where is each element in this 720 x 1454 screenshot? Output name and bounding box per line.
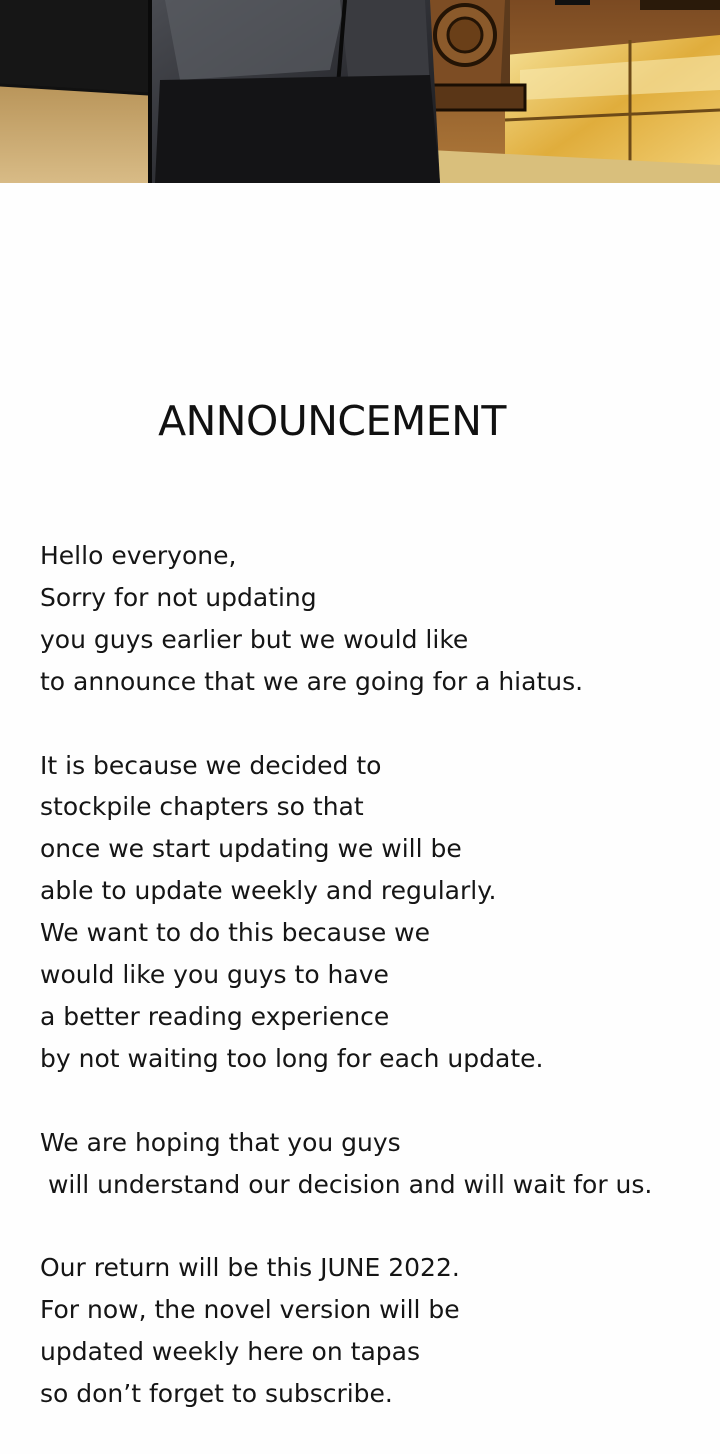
- announcement-title: ANNOUNCEMENT: [158, 397, 506, 445]
- text-line: you guys earlier but we would like: [40, 624, 469, 654]
- text-line: once we start updating we will be: [40, 834, 462, 864]
- text-line: For now, the novel version will be: [40, 1295, 460, 1325]
- paragraph-return: [40, 1247, 710, 1415]
- text-line: We want to do this because we: [40, 918, 431, 948]
- announcement-body: [40, 535, 710, 1415]
- paragraph-reason: [40, 745, 710, 1080]
- text-line: so don’t forget to subscribe.: [40, 1379, 393, 1409]
- text-line: It is because we decided to: [40, 750, 382, 780]
- comic-panel-image: [0, 0, 720, 183]
- paragraph-greeting: [40, 535, 710, 703]
- paragraph-hope: [40, 1122, 710, 1206]
- text-line: stockpile chapters so that: [40, 792, 364, 822]
- text-line: Hello everyone,: [40, 541, 237, 570]
- text-line: to announce that we are going for a hiatus.: [40, 666, 584, 696]
- text-line: We are hoping that you guys: [40, 1127, 401, 1157]
- text-line: will understand our decision and will wait for us.: [40, 1169, 653, 1199]
- text-line: a better reading experience: [40, 1001, 390, 1031]
- text-line: Sorry for not updating: [40, 582, 317, 612]
- text-line: able to update weekly and regularly.: [40, 876, 497, 906]
- text-line: updated weekly here on tapas: [40, 1337, 420, 1367]
- text-line: would like you guys to have: [40, 960, 389, 990]
- text-line: by not waiting too long for each update.: [40, 1043, 544, 1073]
- text-line: Our return will be this JUNE 2022.: [40, 1253, 460, 1283]
